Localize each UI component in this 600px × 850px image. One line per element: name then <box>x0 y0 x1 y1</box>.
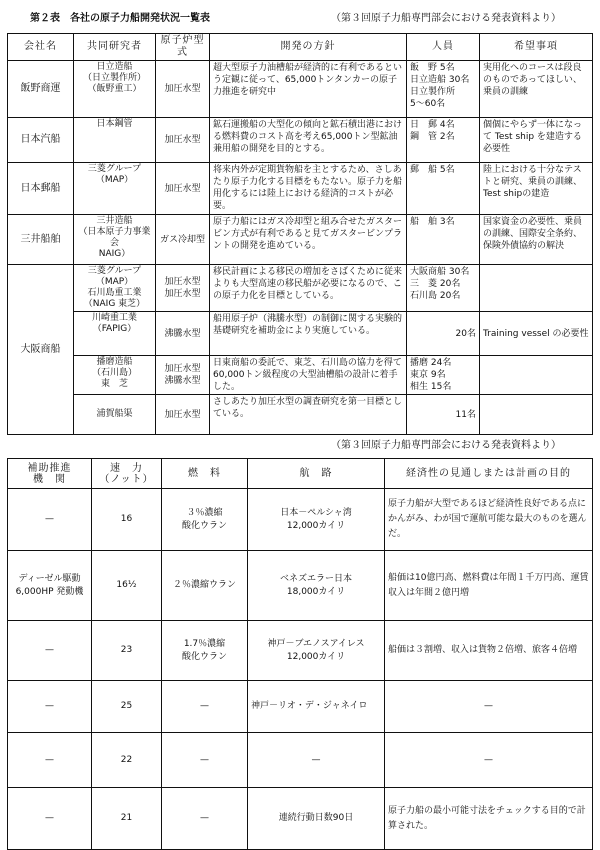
route-cell: — <box>248 733 385 788</box>
requests-cell: 国家資金の必要性、乗員の訓練、国際安全条約、保険外債協約の解決 <box>480 215 593 265</box>
table1-source: （第３回原子力船専門部会における発表資料より） <box>331 13 561 24</box>
table-row <box>8 163 593 215</box>
economics-table <box>7 458 593 850</box>
table-row <box>8 395 593 435</box>
header-aux-engine: 補助推進 機 関 <box>8 459 92 489</box>
requests-cell: 陸上における十分なテストと研究、乗員の訓練、Test shipの建造 <box>480 163 593 215</box>
personnel-cell: 大阪商船 30名 三 菱 20名 石川島 20名 <box>407 265 480 312</box>
requests-cell: 個個にやらず一体になって Test ship を建造する必要性 <box>480 118 593 163</box>
aux-engine-cell: — <box>8 788 92 850</box>
route-cell: 神戸－リオ・デ・ジャネイロ <box>248 681 385 733</box>
reactor-type-cell: 加圧水型 <box>156 118 210 163</box>
joint-researcher-cell: 川崎重工業 （FAPIG） <box>74 312 156 356</box>
purpose-cell: 船価は10億円高、燃料費は年間１千万円高、運賃収入は年間２億円増 <box>385 551 593 621</box>
table-row <box>8 551 593 621</box>
company-cell: 三井船舶 <box>8 215 74 265</box>
speed-cell: 16½ <box>92 551 162 621</box>
requests-cell: Training vessel の必要性 <box>480 312 593 356</box>
route-cell: 神戸－ブエノスアイレス 12,000カイリ <box>248 621 385 681</box>
company-cell: 日本郵船 <box>8 163 74 215</box>
purpose-cell: 原子力船が大型であるほど経済性良好である点にかんがみ、わが国で運航可能な最大のものを選んだ。 <box>385 489 593 551</box>
company-cell: 大阪商船 <box>8 265 74 435</box>
policy-cell: 超大型原子力油槽船が経済的に有利であるという定観に従って、65,000トンタンカーの原子力推進を研究中 <box>210 61 407 118</box>
company-cell: 飯野商運 <box>8 61 74 118</box>
personnel-cell: 日 郵 4名 鋼 管 2名 <box>407 118 480 163</box>
header-fuel: 燃 料 <box>162 459 248 489</box>
table-row <box>8 489 593 551</box>
reactor-type-cell: ガス冷却型 <box>156 215 210 265</box>
development-status-table <box>7 33 593 435</box>
fuel-cell: — <box>162 733 248 788</box>
header-purpose: 経済性の見通しまたは計画の目的 <box>385 459 593 489</box>
policy-cell: 鉱石運搬船の大型化の傾向と鉱石積出港における燃料費のコスト高を考え65,000トン型鉱油兼用船の開発を目的とする。 <box>210 118 407 163</box>
personnel-cell: 11名 <box>407 395 480 435</box>
table-row <box>8 621 593 681</box>
joint-researcher-cell: 三菱グループ （MAP） <box>74 163 156 215</box>
reactor-type-cell: 沸騰水型 <box>156 312 210 356</box>
header-route: 航 路 <box>248 459 385 489</box>
table1-caption: 第２表 各社の原子力船開発状況一覧表 <box>30 13 210 24</box>
header-personnel: 人員 <box>407 34 480 61</box>
fuel-cell: 1.7％濃縮 酸化ウラン <box>162 621 248 681</box>
header-joint-researchers: 共同研究者 <box>74 34 156 61</box>
purpose-cell: — <box>385 733 593 788</box>
header-reactor-type: 原子炉型式 <box>156 34 210 61</box>
table-row <box>8 788 593 850</box>
table-row <box>8 681 593 733</box>
requests-cell: 実用化へのコースは段良のものであってほしい、乗員の訓練 <box>480 61 593 118</box>
table-row <box>8 215 593 265</box>
joint-researcher-cell: 浦賀船渠 <box>74 395 156 435</box>
aux-engine-cell: ディーゼル駆動 6,000HP 発動機 <box>8 551 92 621</box>
table2-source: （第３回原子力船専門部会における発表資料より） <box>331 440 561 451</box>
header-speed: 速 力 （ノット） <box>92 459 162 489</box>
aux-engine-cell: — <box>8 733 92 788</box>
joint-researcher-cell: 三井造船 （日本原子力事業会 NAIG） <box>74 215 156 265</box>
policy-cell: さしあたり加圧水型の調査研究を第一目標としている。 <box>210 395 407 435</box>
policy-cell: 船用原子炉（沸騰水型）の制御に関する実験的基礎研究を補助金により実施している。 <box>210 312 407 356</box>
route-cell: 連続行動日数90日 <box>248 788 385 850</box>
joint-researcher-cell: 日立造船 （日立製作所） （飯野重工） <box>74 61 156 118</box>
policy-cell: 移民計画による移民の増加をさばくために従来よりも大型高速の移民船が必要になるので、この原子力化を目標としている。 <box>210 265 407 312</box>
fuel-cell: ２％濃縮ウラン <box>162 551 248 621</box>
table2-header-row <box>8 459 593 489</box>
route-cell: ベネズエラー日本 18,000カイリ <box>248 551 385 621</box>
company-cell: 日本汽船 <box>8 118 74 163</box>
purpose-cell: 原子力船の最小可能寸法をチェックする目的で計算された。 <box>385 788 593 850</box>
table-row <box>8 118 593 163</box>
speed-cell: 16 <box>92 489 162 551</box>
route-cell: 日本－ペルシャ湾 12,000カイリ <box>248 489 385 551</box>
table-row <box>8 312 593 356</box>
purpose-cell: 船価は３割増、収入は貨物２倍増、旅客４倍増 <box>385 621 593 681</box>
personnel-cell: 飯 野 5名 日立造船 30名 日立製作所 5～60名 <box>407 61 480 118</box>
aux-engine-cell: — <box>8 489 92 551</box>
personnel-cell: 船 舶 3名 <box>407 215 480 265</box>
joint-researcher-cell: 日本鋼管 <box>74 118 156 163</box>
requests-cell <box>480 356 593 395</box>
speed-cell: 23 <box>92 621 162 681</box>
reactor-type-cell: 加圧水型 <box>156 163 210 215</box>
reactor-type-cell: 加圧水型 <box>156 61 210 118</box>
personnel-cell: 播磨 24名 東京 9名 相生 15名 <box>407 356 480 395</box>
reactor-type-cell: 加圧水型 <box>156 395 210 435</box>
table-row <box>8 733 593 788</box>
policy-cell: 原子力船にはガス冷却型と組み合せたガスタービン方式が有利であると見てガスタービンプラントの開発を進めている。 <box>210 215 407 265</box>
aux-engine-cell: — <box>8 621 92 681</box>
speed-cell: 21 <box>92 788 162 850</box>
joint-researcher-cell: 三菱グループ （MAP） 石川島重工業 （NAIG 東芝） <box>74 265 156 312</box>
personnel-cell: 20名 <box>407 312 480 356</box>
purpose-cell: — <box>385 681 593 733</box>
reactor-type-cell: 加圧水型 沸騰水型 <box>156 356 210 395</box>
header-policy: 開発の方針 <box>210 34 407 61</box>
table1-header-row <box>8 34 593 61</box>
header-company: 会社名 <box>8 34 74 61</box>
aux-engine-cell: — <box>8 681 92 733</box>
policy-cell: 将来内外が定期貨物船を主とするため、さしあたり原子力化する目標をもたない。原子力を船用化するには陸上における経済的コストが必要。 <box>210 163 407 215</box>
table-row <box>8 61 593 118</box>
joint-researcher-cell: 播磨造船 （石川島） 東 芝 <box>74 356 156 395</box>
speed-cell: 25 <box>92 681 162 733</box>
requests-cell <box>480 395 593 435</box>
requests-cell <box>480 265 593 312</box>
table-row <box>8 356 593 395</box>
fuel-cell: — <box>162 788 248 850</box>
personnel-cell: 郵 船 5名 <box>407 163 480 215</box>
table-row <box>8 265 593 312</box>
fuel-cell: ３％濃縮 酸化ウラン <box>162 489 248 551</box>
policy-cell: 日東商船の委託で、東芝、石川島の協力を得て60,000トン級程度の大型油槽船の設計に着手した。 <box>210 356 407 395</box>
fuel-cell: — <box>162 681 248 733</box>
header-requests: 希望事項 <box>480 34 593 61</box>
speed-cell: 22 <box>92 733 162 788</box>
reactor-type-cell: 加圧水型 加圧水型 <box>156 265 210 312</box>
